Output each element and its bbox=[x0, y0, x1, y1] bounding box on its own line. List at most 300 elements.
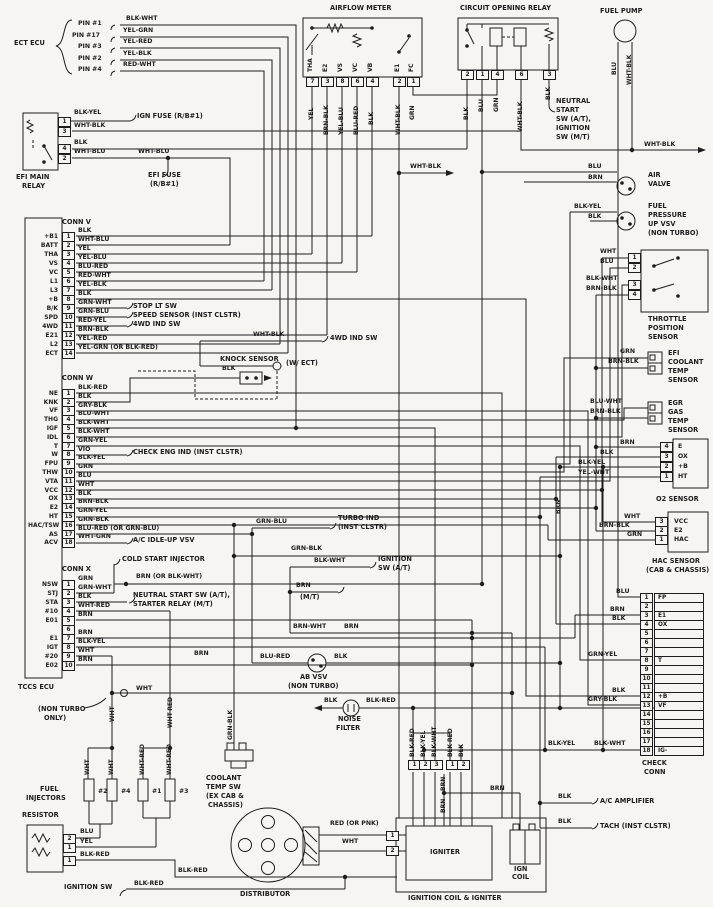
signal-name: KNK bbox=[43, 399, 58, 406]
noise-filter-symbol bbox=[343, 700, 359, 716]
injector-1 bbox=[138, 779, 148, 801]
pin-cell: 6 bbox=[62, 625, 75, 635]
ab-vsv-symbol bbox=[308, 654, 326, 672]
component-title: CONN V bbox=[62, 218, 91, 226]
wire-label: YEL bbox=[80, 838, 93, 845]
wire-label: BLK bbox=[600, 449, 614, 456]
wire-label: GRN-BLK bbox=[78, 516, 110, 523]
pin-cell: 1 bbox=[655, 535, 668, 545]
pin-cell: 4 bbox=[660, 442, 673, 452]
wire-label: BLK bbox=[612, 687, 626, 694]
component-title: CIRCUIT OPENING RELAY bbox=[460, 4, 551, 12]
pin-cell: 10 bbox=[62, 661, 75, 671]
pin-cell: 1 bbox=[640, 593, 653, 603]
wire-label: BRN-BLK bbox=[599, 522, 630, 529]
wire-label: BLU bbox=[78, 472, 92, 479]
component-title: SENSOR bbox=[668, 426, 699, 434]
component-title: SW (A/T), bbox=[556, 115, 591, 123]
wire-label: BLK bbox=[78, 227, 92, 234]
pin-cell: 15 bbox=[640, 719, 653, 729]
wire-label: BLK bbox=[558, 818, 572, 825]
wire-label-vertical: BLU bbox=[611, 61, 618, 75]
pin-cell: 18 bbox=[62, 538, 75, 548]
wire-label: YEL-WHT bbox=[578, 469, 610, 476]
signal-name: W bbox=[51, 451, 58, 458]
component-title: 4WD IND SW bbox=[330, 334, 378, 342]
signal-name: E1 bbox=[49, 635, 58, 642]
wire-label-vertical: E2 bbox=[322, 63, 329, 72]
wire-label: BRN-WHT bbox=[293, 623, 327, 630]
pin-cell: 13 bbox=[62, 340, 75, 350]
wire-label: GRY-BLK bbox=[588, 696, 618, 703]
wire-label-vertical: BLK bbox=[463, 106, 470, 120]
pin-cell: 12 bbox=[640, 692, 653, 702]
wire-label: BLK-WHT bbox=[586, 275, 618, 282]
component-title: A/C IDLE-UP VSV bbox=[133, 536, 195, 544]
pin-cell: 2 bbox=[393, 77, 406, 87]
signal-name: BATT bbox=[40, 242, 58, 249]
signal-name: NE bbox=[48, 390, 58, 397]
pin-cell: 2 bbox=[63, 834, 76, 844]
wire-label: WHT bbox=[342, 838, 359, 845]
component-title: (NON TURBO bbox=[38, 705, 86, 713]
signal-name: B/K bbox=[46, 305, 58, 312]
component-title: NEUTRAL START SW (A/T), bbox=[133, 591, 230, 599]
signal-cell: T bbox=[654, 656, 704, 666]
pin-cell: 3 bbox=[321, 77, 334, 87]
component-title: EFI bbox=[668, 349, 680, 357]
wire-label: GRN bbox=[78, 575, 94, 582]
component-title: COOLANT bbox=[206, 774, 242, 782]
wire-label: RED-YEL bbox=[78, 317, 107, 324]
wire-label: PIN #2 bbox=[78, 55, 102, 62]
wire-label: GRN-BLU bbox=[256, 518, 288, 525]
wire-label: BRN-BLK bbox=[586, 285, 617, 292]
pin-cell: 1 bbox=[62, 232, 75, 242]
pin-cell: 3 bbox=[430, 760, 443, 770]
pin-cell: 2 bbox=[58, 154, 71, 164]
coolant-temp-sw-terminal bbox=[239, 743, 246, 750]
wire-label-vertical: BLK-WHT bbox=[431, 726, 438, 757]
pin-cell: 17 bbox=[62, 530, 75, 540]
pin-cell: 18 bbox=[640, 746, 653, 756]
wire-label: GRY-BLK bbox=[78, 402, 108, 409]
wire-label: PIN #17 bbox=[72, 32, 100, 39]
wire-label: WHT bbox=[78, 481, 95, 488]
wire-label: BLK-YEL bbox=[78, 638, 106, 645]
fuel-pump-symbol bbox=[614, 20, 636, 42]
component-title: THROTTLE bbox=[648, 315, 687, 323]
signal-name: NSW bbox=[42, 581, 58, 588]
coolant-temp-sw-body bbox=[225, 750, 253, 761]
component-title: SW (A/T) bbox=[378, 564, 411, 572]
wire-label: BLK bbox=[74, 139, 88, 146]
wire-label: BLU-RED bbox=[78, 263, 109, 270]
pin-cell: 1 bbox=[476, 70, 489, 80]
pin-cell: 11 bbox=[62, 322, 75, 332]
wire-label: BLK-WHT bbox=[594, 740, 626, 747]
pin-cell: 1 bbox=[63, 843, 76, 853]
component-title: FUEL bbox=[40, 785, 59, 793]
pin-cell: 8 bbox=[62, 450, 75, 460]
wire-label: BRN bbox=[78, 656, 93, 663]
pin-cell: 14 bbox=[640, 710, 653, 720]
pin-cell: 1 bbox=[386, 831, 399, 841]
airflow-meter-box bbox=[303, 18, 422, 77]
pin-cell: 2 bbox=[386, 846, 399, 856]
pin-cell: 1 bbox=[407, 77, 420, 87]
component-title: TACH (INST CLSTR) bbox=[600, 822, 671, 830]
wire-label-vertical: BRN bbox=[440, 776, 447, 791]
wire-label: BRN bbox=[610, 606, 625, 613]
pin-cell: 7 bbox=[62, 442, 75, 452]
wire-label-vertical: BRN bbox=[555, 499, 562, 514]
wire-label-vertical: BLU-RED bbox=[353, 105, 360, 135]
signal-name: #20 bbox=[44, 653, 58, 660]
signal-name: T bbox=[53, 443, 58, 450]
wire-label: BLU-WHT bbox=[78, 410, 110, 417]
wire-label: WHT-RED bbox=[78, 602, 111, 609]
wire-label: YEL-RED bbox=[78, 335, 108, 342]
signal-name: VS bbox=[49, 260, 58, 267]
wire-label-vertical: YEL-BLU bbox=[338, 107, 345, 135]
signal-name: ECT bbox=[45, 350, 58, 357]
wire-label: BLK-YEL bbox=[74, 109, 102, 116]
wire-label: BLK-WHT bbox=[78, 428, 110, 435]
wire-label: HAC bbox=[674, 536, 689, 543]
wire-label-vertical: WHT-RED bbox=[139, 743, 146, 775]
pin-cell: 6 bbox=[515, 70, 528, 80]
wire-label: BRN bbox=[490, 785, 505, 792]
component-title: RESISTOR bbox=[22, 811, 59, 819]
signal-name: VC bbox=[48, 269, 58, 276]
wire-label: VCC bbox=[674, 518, 688, 525]
component-title: (M/T) bbox=[300, 593, 320, 601]
signal-cell: E1 bbox=[654, 611, 704, 621]
distributor-symbol bbox=[231, 808, 305, 882]
wire-label: BRN-BLK bbox=[78, 326, 109, 333]
signal-name: E01 bbox=[45, 617, 58, 624]
component-title: IGNITION SW bbox=[64, 883, 113, 891]
signal-name: STJ bbox=[47, 590, 58, 597]
signal-name: L1 bbox=[50, 278, 58, 285]
fuel-pressure-vsv-symbol bbox=[617, 212, 635, 230]
wire-label: BLK-YEL bbox=[578, 459, 606, 466]
wire-label-vertical: YEL bbox=[308, 107, 315, 120]
component-title: FILTER bbox=[336, 724, 361, 732]
wire-label-vertical: GRN bbox=[493, 97, 500, 112]
wire-label: BLU-RED bbox=[260, 653, 291, 660]
wire-label: YEL-GRN (OR BLK-RED) bbox=[78, 344, 158, 351]
wire-label: BLK bbox=[334, 653, 348, 660]
pin-cell: 8 bbox=[62, 295, 75, 305]
circuit-opening-relay-box bbox=[458, 18, 558, 70]
wire-label: BRN bbox=[194, 650, 209, 657]
component-title: (NON TURBO) bbox=[288, 682, 339, 690]
component-title: IGN FUSE (R/B#1) bbox=[137, 112, 203, 120]
pin-cell: 13 bbox=[62, 494, 75, 504]
wire-label: BLK-RED bbox=[78, 384, 108, 391]
wire-label: GRN bbox=[78, 463, 94, 470]
signal-cell: OX bbox=[654, 620, 704, 630]
signal-name: 4WD bbox=[42, 323, 58, 330]
pin-cell: 1 bbox=[58, 117, 71, 127]
wire-label: BLK-YEL bbox=[548, 740, 576, 747]
component-title: EFI MAIN bbox=[16, 173, 50, 181]
wire-label-vertical: BLK-YEL bbox=[420, 730, 427, 757]
pin-cell: 2 bbox=[62, 589, 75, 599]
signal-name: E02 bbox=[45, 662, 58, 669]
wire-label: BRN (OR BLK-WHT) bbox=[136, 573, 203, 580]
component-title: COOLANT bbox=[668, 358, 704, 366]
wire-label: E bbox=[678, 443, 683, 450]
component-title: ECT ECU bbox=[14, 39, 45, 47]
pin-cell: 1 bbox=[628, 253, 641, 263]
component-title: FUEL PUMP bbox=[600, 7, 643, 15]
wire-label: GRN bbox=[620, 348, 636, 355]
wire-label-vertical: BRN-BLK bbox=[323, 105, 330, 135]
signal-name: THA bbox=[44, 251, 58, 258]
component-title: CONN X bbox=[62, 565, 91, 573]
pin-cell: 11 bbox=[640, 683, 653, 693]
wire-label: BLK bbox=[78, 290, 92, 297]
pin-cell: 1 bbox=[62, 580, 75, 590]
signal-name: VF bbox=[49, 407, 58, 414]
pin-cell: 4 bbox=[62, 415, 75, 425]
wire-label: GRN-WHT bbox=[78, 584, 112, 591]
pin-cell: 4 bbox=[58, 144, 71, 154]
wire-label-vertical: WHT-BLK bbox=[395, 104, 402, 135]
resistor-box bbox=[27, 825, 63, 872]
injector-3 bbox=[165, 779, 175, 801]
wire-label: RED-WHT bbox=[78, 272, 111, 279]
signal-cell: +B bbox=[654, 692, 704, 702]
component-title: (W/ ECT) bbox=[286, 359, 318, 367]
wire-label: OX bbox=[678, 453, 688, 460]
pin-cell: 2 bbox=[419, 760, 432, 770]
wire-label: BLK bbox=[78, 490, 92, 497]
wire-end-hooks bbox=[108, 25, 598, 896]
pin-cell: 10 bbox=[62, 313, 75, 323]
wire-label: #1 bbox=[152, 788, 162, 795]
wire-label: BLK-WHT bbox=[126, 15, 158, 22]
component-title: SENSOR bbox=[668, 376, 699, 384]
wire-label: HT bbox=[678, 473, 688, 480]
component-title: EGR bbox=[668, 399, 683, 407]
wire-label: GRN-YEL bbox=[78, 437, 108, 444]
wire-label: BLK bbox=[588, 213, 602, 220]
component-title: EFI FUSE bbox=[148, 171, 181, 179]
pin-cell: 9 bbox=[62, 652, 75, 662]
signal-name: HAC/TSW bbox=[28, 522, 60, 529]
signal-cell: FP bbox=[654, 593, 704, 603]
wire-label: BLU bbox=[616, 588, 630, 595]
pin-cell: 10 bbox=[62, 468, 75, 478]
signal-name: IGT bbox=[46, 644, 58, 651]
injector-2 bbox=[84, 779, 94, 801]
wire-label: WHT bbox=[600, 248, 617, 255]
wire-label: YEL-BLU bbox=[78, 254, 107, 261]
pin-cell: 6 bbox=[62, 433, 75, 443]
pin-cell: 3 bbox=[640, 611, 653, 621]
wire-label: YEL bbox=[78, 245, 91, 252]
wire-label: E2 bbox=[674, 527, 683, 534]
signal-name: IDL bbox=[46, 434, 58, 441]
signal-name: L3 bbox=[50, 287, 58, 294]
component-title: O2 SENSOR bbox=[656, 495, 699, 503]
pin-cell: 12 bbox=[62, 486, 75, 496]
wire-label: WHT bbox=[136, 685, 153, 692]
wire-label: #3 bbox=[179, 788, 189, 795]
coolant-temp-sw-terminal bbox=[227, 743, 234, 750]
pin-cell: 6 bbox=[62, 277, 75, 287]
component-title: IGNITER bbox=[430, 848, 460, 856]
signal-name: THW bbox=[42, 469, 58, 476]
wire-label: BRN bbox=[78, 611, 93, 618]
pin-cell: 6 bbox=[351, 77, 364, 87]
component-title: CONN W bbox=[62, 374, 94, 382]
pin-cell: 3 bbox=[660, 452, 673, 462]
w-ect-connector-symbol bbox=[273, 362, 281, 370]
pin-cell: 3 bbox=[655, 517, 668, 527]
pin-cell: 4 bbox=[628, 290, 641, 300]
wire-label: #4 bbox=[121, 788, 131, 795]
wire-label: +B bbox=[678, 463, 688, 470]
component-title: CONN bbox=[644, 768, 666, 776]
wire-label-vertical: WHT bbox=[108, 759, 115, 775]
pin-cell: 16 bbox=[640, 728, 653, 738]
pin-cell: 8 bbox=[640, 656, 653, 666]
wire-label: WHT-BLK bbox=[74, 122, 106, 129]
component-title: (R/B#1) bbox=[150, 180, 179, 188]
air-valve-symbol bbox=[617, 177, 635, 195]
component-title: KNOCK SENSOR bbox=[220, 355, 279, 363]
signal-name: THG bbox=[43, 416, 58, 423]
pin-cell: 4 bbox=[366, 77, 379, 87]
signal-name: OX bbox=[48, 495, 58, 502]
component-title: TEMP bbox=[668, 367, 689, 375]
signal-name: #10 bbox=[44, 608, 58, 615]
signal-name: +B bbox=[48, 296, 58, 303]
wire-label: BRN bbox=[620, 439, 635, 446]
wire-label: BLK-RED bbox=[80, 851, 110, 858]
pin-cell: 10 bbox=[640, 674, 653, 684]
wire-label: WHT-BLU bbox=[74, 148, 106, 155]
wire-label: GRN-BLU bbox=[78, 308, 110, 315]
component-title: AIRFLOW METER bbox=[330, 4, 392, 12]
pin-cell: 3 bbox=[543, 70, 556, 80]
wire-label: GRN-YEL bbox=[78, 507, 108, 514]
pin-cell: 2 bbox=[660, 462, 673, 472]
pin-cell: 1 bbox=[63, 856, 76, 866]
pin-cell: 5 bbox=[62, 424, 75, 434]
wire-label: WHT-BLK bbox=[410, 163, 442, 170]
pin-cell: 2 bbox=[62, 398, 75, 408]
component-title: IGNITION bbox=[378, 555, 412, 563]
wire-label: YEL-GRN bbox=[123, 27, 154, 34]
component-title: IGN bbox=[514, 865, 528, 873]
coolant-temp-sw-base bbox=[231, 761, 246, 768]
wire-label: WHT bbox=[78, 647, 95, 654]
wire-label: WHT-BLU bbox=[138, 148, 170, 155]
component-title: RELAY bbox=[22, 182, 46, 190]
signal-name: FPU bbox=[44, 460, 58, 467]
wire-label: BLK bbox=[78, 393, 92, 400]
pin-cell: 14 bbox=[62, 503, 75, 513]
wire-label: BLK-RED bbox=[178, 867, 208, 874]
pin-cell: 5 bbox=[62, 268, 75, 278]
pin-cell: 4 bbox=[640, 620, 653, 630]
wire-label-vertical: BLK-RED bbox=[447, 728, 454, 757]
component-title: CHECK ENG IND (INST CLSTR) bbox=[133, 448, 243, 456]
signal-name: STA bbox=[45, 599, 58, 606]
component-title: TEMP bbox=[668, 417, 689, 425]
component-title: SPEED SENSOR (INST CLSTR) bbox=[133, 311, 241, 319]
wire-label: BLK bbox=[78, 593, 92, 600]
wire-label: BLK-RED bbox=[134, 880, 164, 887]
wire-label: GRN-WHT bbox=[78, 299, 112, 306]
injector-4 bbox=[107, 779, 117, 801]
pin-cell: 3 bbox=[62, 250, 75, 260]
wire-label: BLK bbox=[612, 615, 626, 622]
pin-cell: 1 bbox=[446, 760, 459, 770]
pin-cell: 7 bbox=[62, 286, 75, 296]
wire-label: BLK-YEL bbox=[574, 203, 602, 210]
component-title: VALVE bbox=[648, 180, 671, 188]
signal-name: VCC bbox=[44, 487, 58, 494]
wire-label: RED (OR PNK) bbox=[330, 820, 379, 827]
component-title: (INST CLSTR) bbox=[338, 523, 387, 531]
component-title: START bbox=[556, 106, 580, 114]
component-title: PRESSURE bbox=[648, 211, 687, 219]
pin-cell: 16 bbox=[62, 521, 75, 531]
wire-label-vertical: WHT-BLK bbox=[517, 101, 524, 132]
component-title: (EX CAB & bbox=[206, 792, 244, 800]
wire-label-vertical: WHT-BLK bbox=[626, 54, 633, 85]
wire-label: BRN bbox=[588, 174, 603, 181]
wire-label-vertical: GRN-BLK bbox=[227, 709, 234, 740]
wire-label: RED-WHT bbox=[123, 61, 156, 68]
component-title: INJECTORS bbox=[26, 794, 66, 802]
wire-label-vertical: BLK bbox=[458, 743, 465, 757]
knock-sensor-body bbox=[240, 372, 262, 384]
pin-cell: 5 bbox=[62, 616, 75, 626]
component-title: UP VSV bbox=[648, 220, 676, 228]
wire-label: #2 bbox=[98, 788, 108, 795]
wire-label: BRN-BLK bbox=[608, 358, 639, 365]
pin-cell: 2 bbox=[457, 760, 470, 770]
pin-cell: 17 bbox=[640, 737, 653, 747]
pin-cell: 9 bbox=[640, 665, 653, 675]
signal-name: ACV bbox=[44, 539, 58, 546]
component-title: NOISE bbox=[338, 715, 361, 723]
component-title: SW (M/T) bbox=[556, 133, 590, 141]
pin-cell: 11 bbox=[62, 477, 75, 487]
component-title: TCCS ECU bbox=[18, 683, 55, 691]
wire-label: PIN #1 bbox=[78, 20, 102, 27]
wire-label-vertical: WHT bbox=[84, 759, 91, 775]
pin-cell: 2 bbox=[640, 602, 653, 612]
component-title: TEMP SW bbox=[206, 783, 241, 791]
pin-cell: 3 bbox=[628, 280, 641, 290]
signal-name: SPD bbox=[44, 314, 58, 321]
wire-label: BRN bbox=[78, 629, 93, 636]
wire-label: BLU bbox=[600, 258, 614, 265]
pin-cell: 9 bbox=[62, 459, 75, 469]
wire-label-vertical: VB bbox=[367, 62, 374, 72]
component-title: GAS bbox=[668, 408, 684, 416]
component-title: IGNITION bbox=[556, 124, 590, 132]
